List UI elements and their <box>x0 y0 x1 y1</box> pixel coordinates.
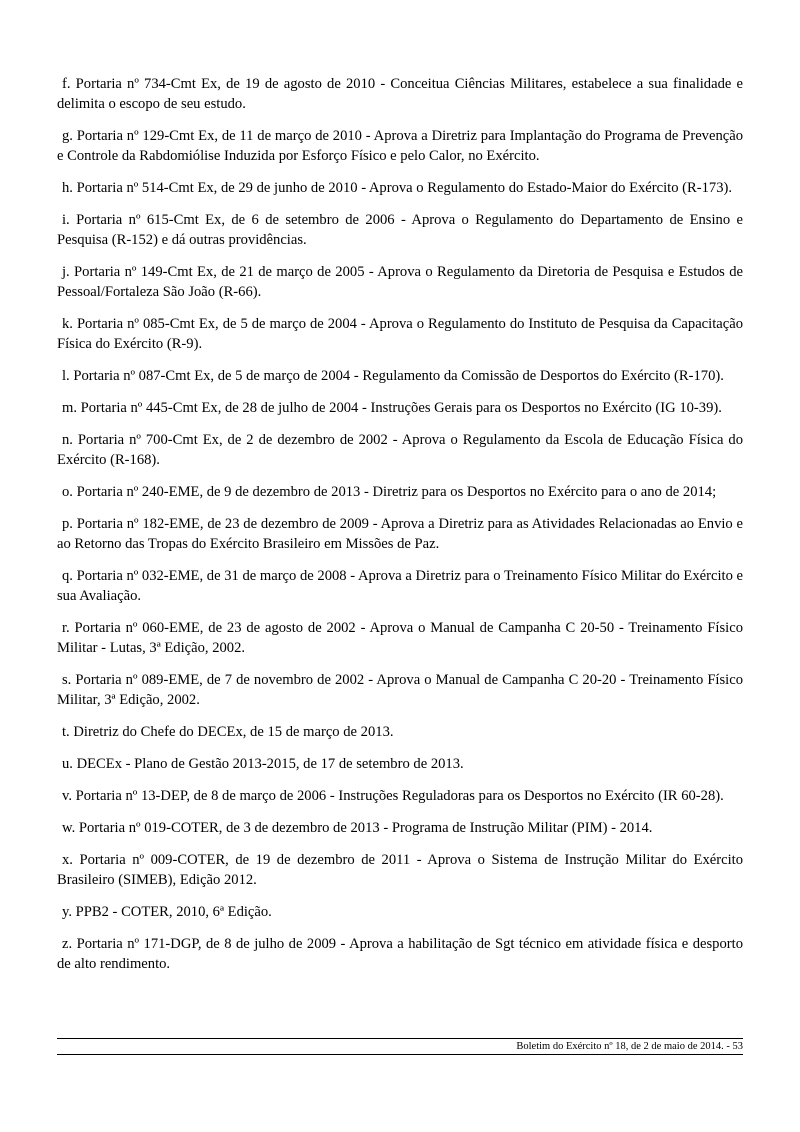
list-item-y: y. PPB2 - COTER, 2010, 6ª Edição. <box>62 904 272 920</box>
list-item-w: w. Portaria nº 019-COTER, de 3 de dezembro de 2013 - Programa de Instrução Militar (PIM) - 2014. <box>62 820 653 836</box>
footer-divider-top <box>57 1038 743 1039</box>
list-item-n: n. Portaria nº 700-Cmt Ex, de 2 de dezembro de 2002 - Aprova o Regulamento da Escola de Educação Física do Exército (R-168). <box>57 432 743 468</box>
list-item-m: m. Portaria nº 445-Cmt Ex, de 28 de julho de 2004 - Instruções Gerais para os Desportos no Exército (IG 10-39). <box>62 400 722 416</box>
list-item-f: f. Portaria nº 734-Cmt Ex, de 19 de agosto de 2010 - Conceitua Ciências Militares, estabelece a sua finalidade e delimita o escopo de seu estudo. <box>57 76 743 112</box>
list-item-u: u. DECEx - Plano de Gestão 2013-2015, de 17 de setembro de 2013. <box>62 756 464 772</box>
footer-divider-bottom <box>57 1054 743 1055</box>
list-item-l: l. Portaria nº 087-Cmt Ex, de 5 de março de 2004 - Regulamento da Comissão de Desportos do Exército (R-170). <box>62 368 724 384</box>
list-item-s: s. Portaria nº 089-EME, de 7 de novembro de 2002 - Aprova o Manual de Campanha C 20-20 - Treinamento Físico Militar, 3ª Edição, 2002. <box>57 672 743 708</box>
list-item-x: x. Portaria nº 009-COTER, de 19 de dezembro de 2011 - Aprova o Sistema de Instrução Militar do Exército Brasileiro (SIMEB), Edição 2012. <box>57 852 743 888</box>
list-item-z: z. Portaria nº 171-DGP, de 8 de julho de 2009 - Aprova a habilitação de Sgt técnico em atividade física e desporto de alto rendimento. <box>57 936 743 972</box>
footer-citation: Boletim do Exército nº 18, de 2 de maio de 2014. - 53 <box>516 1041 743 1052</box>
list-item-r: r. Portaria nº 060-EME, de 23 de agosto de 2002 - Aprova o Manual de Campanha C 20-50 - Treinamento Físico Militar - Lutas, 3ª Edição, 2002. <box>57 620 743 656</box>
list-item-h: h. Portaria nº 514-Cmt Ex, de 29 de junho de 2010 - Aprova o Regulamento do Estado-Maior do Exército (R-173). <box>62 180 733 196</box>
list-item-p: p. Portaria nº 182-EME, de 23 de dezembro de 2009 - Aprova a Diretriz para as Atividades Relacionadas ao Envio e ao Retorno das Tropas do Exército Brasileiro em Missões de Paz. <box>57 516 743 552</box>
list-item-t: t. Diretriz do Chefe do DECEx, de 15 de março de 2013. <box>62 724 394 740</box>
list-item-q: q. Portaria nº 032-EME, de 31 de março de 2008 - Aprova a Diretriz para o Treinamento Físico Militar do Exército e sua Avaliação. <box>57 568 743 604</box>
list-item-i: i. Portaria nº 615-Cmt Ex, de 6 de setembro de 2006 - Aprova o Regulamento do Departamento de Ensino e Pesquisa (R-152) e dá outras providências. <box>57 212 743 248</box>
list-item-o: o. Portaria nº 240-EME, de 9 de dezembro de 2013 - Diretriz para os Desportos no Exército para o ano de 2014; <box>62 484 717 500</box>
list-item-g: g. Portaria nº 129-Cmt Ex, de 11 de março de 2010 - Aprova a Diretriz para Implantação do Programa de Prevenção e Controle da Rabdomiólise Induzida por Esforço Físico e pelo Calor, no Exército. <box>57 128 743 164</box>
list-item-k: k. Portaria nº 085-Cmt Ex, de 5 de março de 2004 - Aprova o Regulamento do Instituto de Pesquisa da Capacitação Física do Exército (R-9). <box>57 316 743 352</box>
list-item-v: v. Portaria nº 13-DEP, de 8 de março de 2006 - Instruções Reguladoras para os Desportos no Exército (IR 60-28). <box>62 788 724 804</box>
document-body <box>57 74 743 986</box>
list-item-j: j. Portaria nº 149-Cmt Ex, de 21 de março de 2005 - Aprova o Regulamento da Diretoria de Pesquisa e Estudos de Pessoal/Fortaleza São João (R-66). <box>57 264 743 300</box>
